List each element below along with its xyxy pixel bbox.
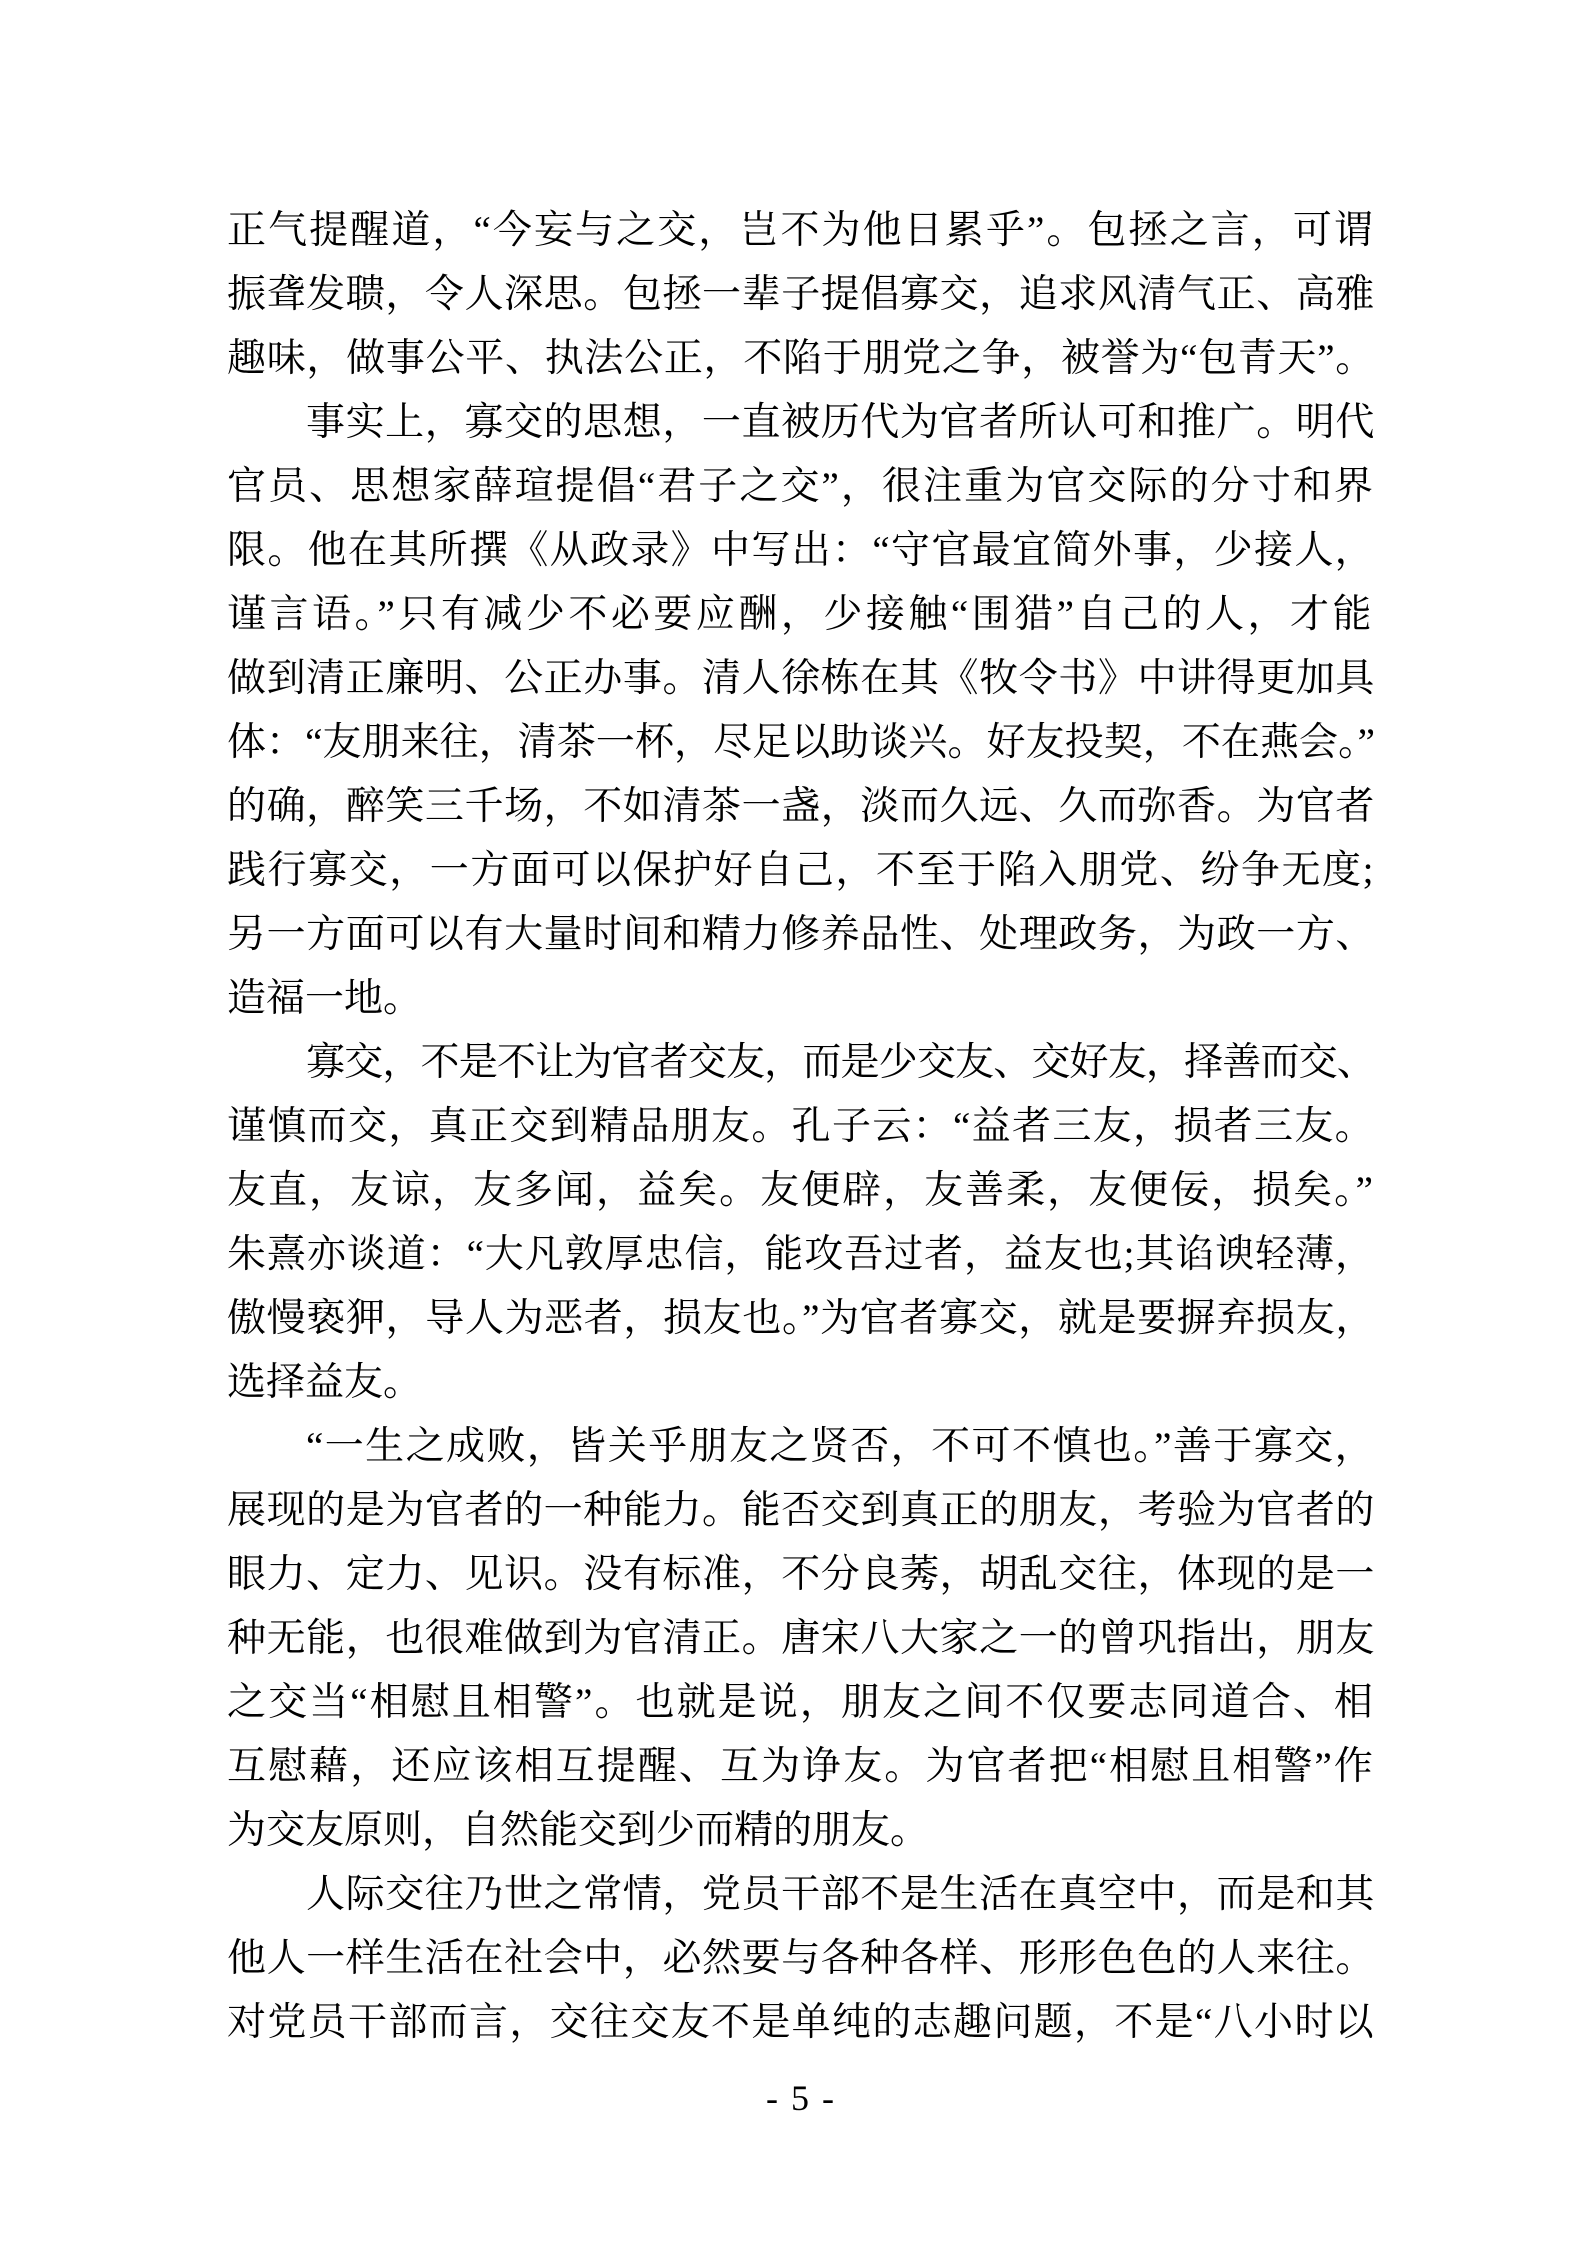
text-line-content: 傲慢亵狎，导人为恶者，损友也。”为官者寡交，就是要摒弃损友，: [227, 1297, 1375, 1340]
text-line: [227, 519, 1375, 583]
text-line: [227, 1927, 1375, 1991]
text-line: [227, 647, 1375, 711]
text-line: [227, 1287, 1375, 1351]
text-line-content: 朱熹亦谈道：“大凡敦厚忠信，能攻吾过者，益友也;其谄谀轻薄，: [227, 1233, 1375, 1276]
text-line: [227, 711, 1375, 775]
text-line: [227, 1351, 1375, 1415]
text-line-content: 另一方面可以有大量时间和精力修养品性、处理政务，为政一方、: [227, 913, 1375, 956]
text-line: [227, 1735, 1375, 1799]
document-body-text: [227, 199, 1375, 2055]
text-line: [227, 1543, 1375, 1607]
text-line-content: 选择益友。: [227, 1361, 423, 1404]
text-line: [227, 775, 1375, 839]
text-line-content: 正气提醒道，“今妄与之交，岂不为他日累乎”。包拯之言，可谓: [227, 209, 1375, 252]
text-line: [227, 1671, 1375, 1735]
text-line-content: 之交当“相慰且相警”。也就是说，朋友之间不仅要志同道合、相: [227, 1681, 1375, 1724]
text-line: [227, 903, 1375, 967]
text-line: [227, 1991, 1375, 2055]
text-line-content: 寡交，不是不让为官者交友，而是少交友、交好友，择善而交、: [306, 1041, 1375, 1084]
text-line: [227, 583, 1375, 647]
text-line: [227, 967, 1375, 1031]
text-line-content: 官员、思想家薛瑄提倡“君子之交”，很注重为官交际的分寸和界: [227, 465, 1375, 508]
text-line-content: “一生之成败，皆关乎朋友之贤否，不可不慎也。”善于寡交，: [306, 1425, 1375, 1468]
text-line: [227, 455, 1375, 519]
text-line: [227, 263, 1375, 327]
text-line: [227, 1607, 1375, 1671]
text-line-content: 友直，友谅，友多闻，益矣。友便辟，友善柔，友便佞，损矣。”: [227, 1169, 1375, 1212]
text-line-content: 谨慎而交，真正交到精品朋友。孔子云：“益者三友，损者三友。: [227, 1105, 1375, 1148]
text-line-content: 振聋发聩，令人深思。包拯一辈子提倡寡交，追求风清气正、高雅: [227, 273, 1375, 316]
text-line-content: 眼力、定力、见识。没有标准，不分良莠，胡乱交往，体现的是一: [227, 1553, 1375, 1596]
text-line: [227, 1095, 1375, 1159]
text-line: [227, 839, 1375, 903]
page-number: - 5 -: [766, 2078, 836, 2118]
text-line: [227, 1479, 1375, 1543]
text-line: [227, 327, 1375, 391]
text-line-content: 做到清正廉明、公正办事。清人徐栋在其《牧令书》中讲得更加具: [227, 657, 1375, 700]
text-line-content: 限。他在其所撰《从政录》中写出：“守官最宜简外事，少接人，: [227, 529, 1375, 572]
text-line-content: 人际交往乃世之常情，党员干部不是生活在真空中，而是和其: [306, 1873, 1375, 1916]
text-line: [227, 1031, 1375, 1095]
text-line: [227, 1799, 1375, 1863]
text-line: [227, 199, 1375, 263]
text-line: [227, 391, 1375, 455]
text-line-content: 造福一地。: [227, 977, 423, 1020]
text-line-content: 为交友原则，自然能交到少而精的朋友。: [227, 1809, 930, 1852]
text-line-content: 互慰藉，还应该相互提醒、互为诤友。为官者把“相慰且相警”作: [227, 1745, 1375, 1788]
text-line-content: 的确，醉笑三千场，不如清茶一盏，淡而久远、久而弥香。为官者: [227, 785, 1375, 828]
text-line: [227, 1415, 1375, 1479]
text-line-content: 谨言语。”只有减少不必要应酬，少接触“围猎”自己的人，才能: [227, 593, 1375, 636]
text-line-content: 事实上，寡交的思想，一直被历代为官者所认可和推广。明代: [306, 401, 1375, 444]
text-line-content: 展现的是为官者的一种能力。能否交到真正的朋友，考验为官者的: [227, 1489, 1375, 1532]
text-line: [227, 1223, 1375, 1287]
text-line-content: 他人一样生活在社会中，必然要与各种各样、形形色色的人来往。: [227, 1937, 1375, 1980]
text-line-content: 对党员干部而言，交往交友不是单纯的志趣问题，不是“八小时以: [227, 2001, 1375, 2044]
text-line-content: 体：“友朋来往，清茶一杯，尽足以助谈兴。好友投契，不在燕会。”: [227, 721, 1375, 764]
text-line: [227, 1863, 1375, 1927]
text-line-content: 趣味，做事公平、执法公正，不陷于朋党之争，被誉为“包青天”。: [227, 337, 1375, 380]
text-line-content: 种无能，也很难做到为官清正。唐宋八大家之一的曾巩指出，朋友: [227, 1617, 1375, 1660]
text-line-content: 践行寡交，一方面可以保护好自己，不至于陷入朋党、纷争无度;: [227, 849, 1375, 892]
text-line: [227, 1159, 1375, 1223]
